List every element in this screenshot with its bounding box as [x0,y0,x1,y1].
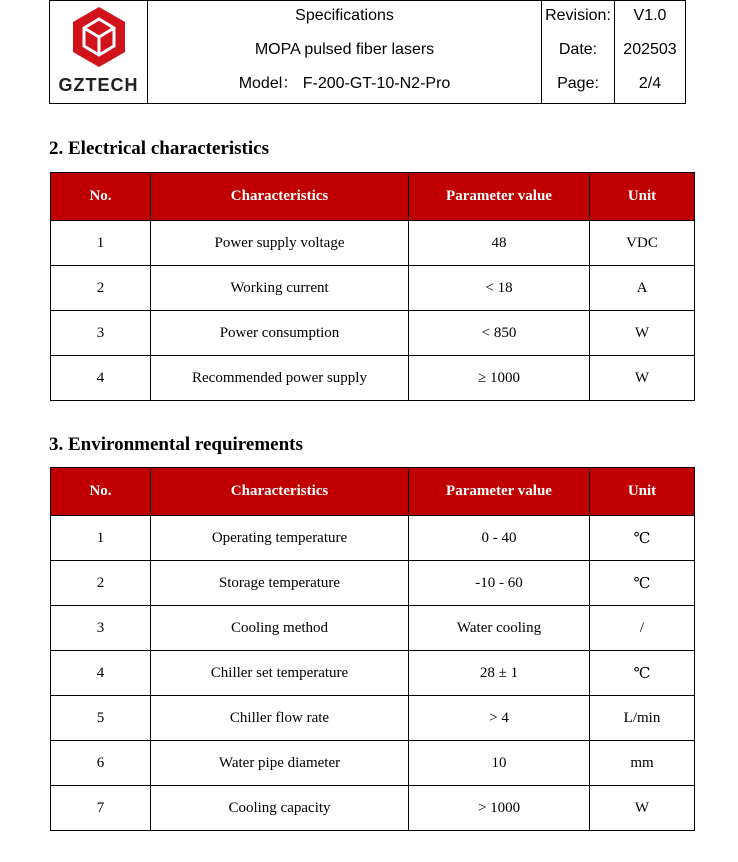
table-header-row [51,468,695,516]
col-header-unit: Unit [590,173,695,221]
cell-unit: ℃ [590,651,695,696]
col-header-parameter-value: Parameter value [409,468,590,516]
cell-no: 4 [51,651,151,696]
cell-characteristic: Cooling method [151,606,409,651]
cell-unit: VDC [590,221,695,266]
section-title-environmental: 3. Environmental requirements [49,434,303,455]
cell-no: 1 [51,221,151,266]
doc-model: Model： F-200-GT-10-N2-Pro [238,75,451,92]
col-header-parameter-value: Parameter value [409,173,590,221]
cell-no: 2 [51,561,151,606]
cell-parameter-value: < 850 [409,311,590,356]
cell-unit: A [590,266,695,311]
table-row [51,651,695,696]
table-row [51,606,695,651]
cell-characteristic: Working current [151,266,409,311]
cell-characteristic: Power consumption [151,311,409,356]
page-value: 2/4 [638,75,662,92]
cell-unit: mm [590,741,695,786]
revision-value: V1.0 [633,7,667,24]
cell-no: 6 [51,741,151,786]
cell-parameter-value: < 18 [409,266,590,311]
cell-parameter-value: Water cooling [409,606,590,651]
col-header-unit: Unit [590,468,695,516]
logo-text: GZTECH [58,75,139,95]
col-header-characteristics: Characteristics [151,173,409,221]
cell-unit: ℃ [590,561,695,606]
cell-parameter-value: > 4 [409,696,590,741]
environmental-table [50,467,695,831]
table-row [51,266,695,311]
header-value-cell [615,1,686,104]
cell-characteristic: Storage temperature [151,561,409,606]
cell-parameter-value: 48 [409,221,590,266]
cell-unit: W [590,786,695,831]
logo-cell [50,1,148,104]
section-title-electrical: 2. Electrical characteristics [49,138,269,159]
table-row [51,696,695,741]
header-label-cell [542,1,615,104]
revision-label: Revision: [545,7,611,24]
cell-no: 5 [51,696,151,741]
table-row [51,311,695,356]
date-value: 202503 [623,41,677,58]
doc-subtitle: MOPA pulsed fiber lasers [254,41,435,58]
cell-no: 3 [51,606,151,651]
table-row [51,786,695,831]
cell-characteristic: Chiller set temperature [151,651,409,696]
cell-characteristic: Water pipe diameter [151,741,409,786]
cell-no: 7 [51,786,151,831]
col-header-no: No. [51,468,151,516]
electrical-table [50,172,695,401]
table-row [51,516,695,561]
cell-unit: W [590,356,695,401]
page-label: Page: [557,75,599,92]
cell-no: 3 [51,311,151,356]
cell-unit: W [590,311,695,356]
cell-characteristic: Recommended power supply [151,356,409,401]
header-title-cell [148,1,542,104]
cell-unit: / [590,606,695,651]
col-header-no: No. [51,173,151,221]
cell-characteristic: Power supply voltage [151,221,409,266]
cell-parameter-value: -10 - 60 [409,561,590,606]
cell-unit: L/min [590,696,695,741]
cell-parameter-value: 10 [409,741,590,786]
cell-unit: ℃ [590,516,695,561]
col-header-characteristics: Characteristics [151,468,409,516]
cell-parameter-value: > 1000 [409,786,590,831]
cell-no: 1 [51,516,151,561]
cell-characteristic: Chiller flow rate [151,696,409,741]
table-row [51,221,695,266]
cell-parameter-value: ≥ 1000 [409,356,590,401]
date-label: Date: [558,41,598,58]
cell-no: 4 [51,356,151,401]
cell-characteristic: Cooling capacity [151,786,409,831]
cell-no: 2 [51,266,151,311]
gztech-logo-icon [69,5,129,69]
table-row [51,561,695,606]
table-row [51,356,695,401]
table-row [51,741,695,786]
cell-parameter-value: 0 - 40 [409,516,590,561]
table-header-row [51,173,695,221]
cell-characteristic: Operating temperature [151,516,409,561]
doc-title: Specifications [295,7,394,24]
document-header [49,0,686,104]
cell-parameter-value: 28 ± 1 [409,651,590,696]
